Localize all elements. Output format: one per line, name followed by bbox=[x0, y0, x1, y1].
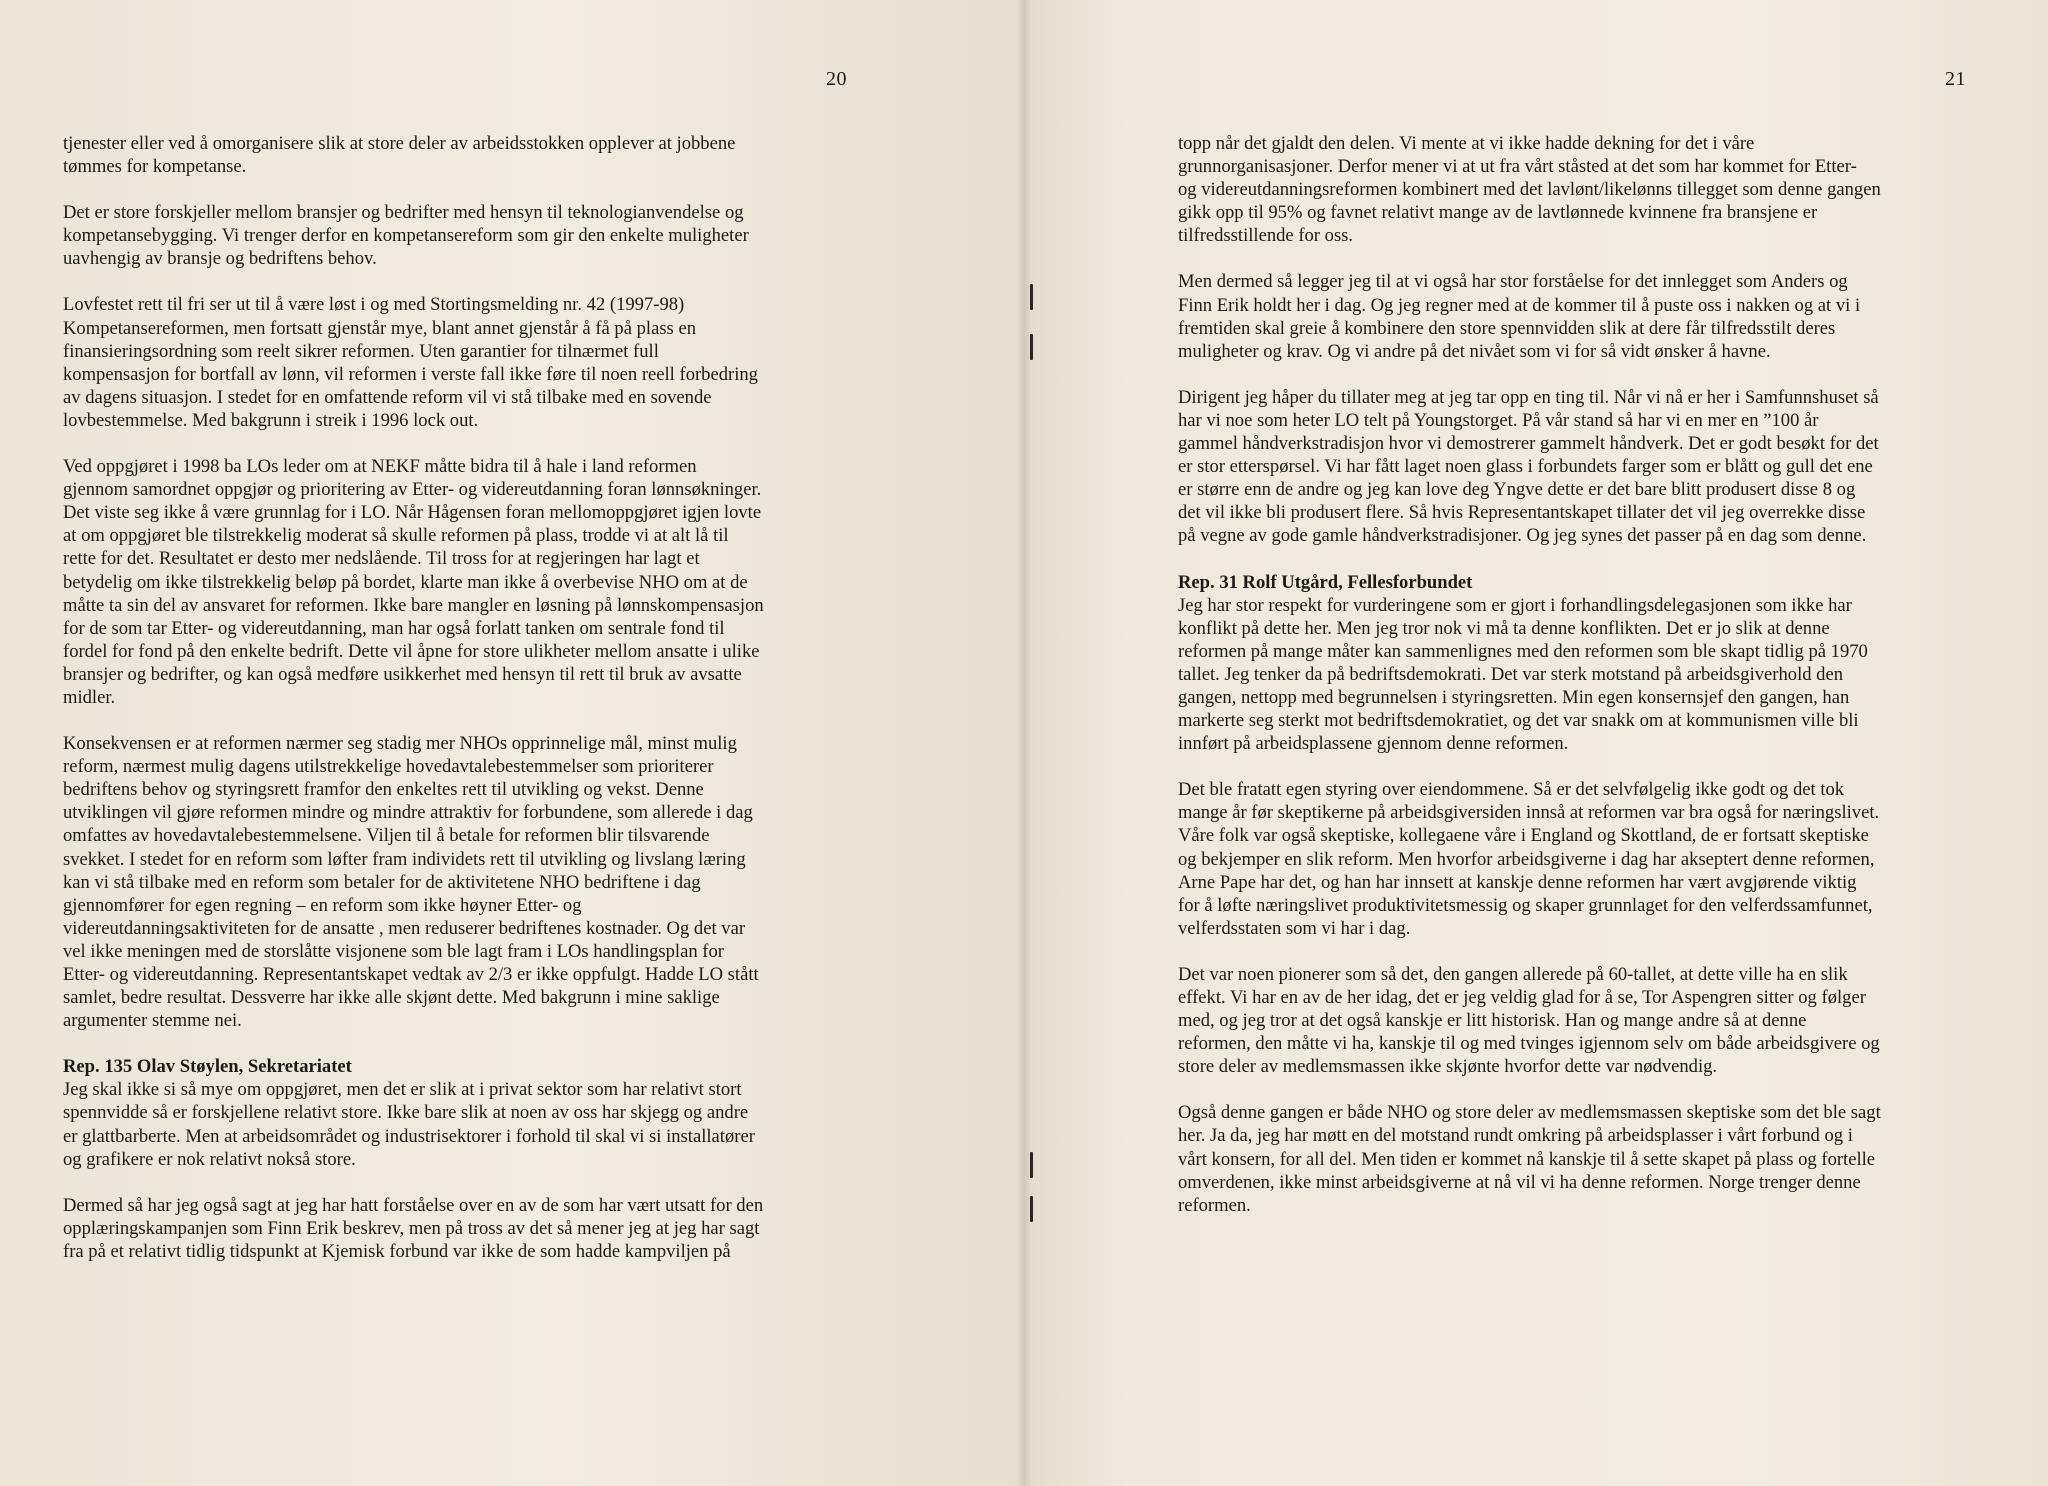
text-line: konflikt på dette her. Men jeg tror nok vi må ta denne konflikten. Det er jo slik at denne bbox=[1178, 617, 1830, 639]
text-line: Det er store forskjeller mellom bransjer og bedrifter med hensyn til teknologianvendelse og bbox=[63, 202, 744, 224]
text-line: Konsekvensen er at reformen nærmer seg stadig mer NHOs opprinnelige mål, minst mulig bbox=[63, 733, 737, 755]
text-line: Arne Pape har det, og han har innsett at kanskje denne reformen har vært avgjørende viktig bbox=[1178, 871, 1857, 893]
text-line: Ved oppgjøret i 1998 ba LOs leder om at NEKF måtte bidra til å hale i land reformen bbox=[63, 456, 697, 478]
text-line: Det ble fratatt egen styring over eiendommene. Så er det selvfølgelig ikke godt og det tok bbox=[1178, 779, 1845, 801]
text-line: Dermed så har jeg også sagt at jeg har hatt forståelse over en av de som har vært utsatt for den bbox=[63, 1194, 764, 1216]
scan-mark bbox=[1030, 334, 1033, 360]
text-line: Dirigent jeg håper du tillater meg at jeg tar opp en ting til. Når vi nå er her i Samfunnshuset så bbox=[1178, 386, 1879, 408]
text-line: svekket. I stedet for en reform som løfter fram individets rett til utvikling og livslang læring bbox=[63, 848, 746, 870]
text-line: Lovfestet rett til fri ser ut til å være løst i og med Stortingsmelding nr. 42 (1997-98) bbox=[63, 294, 685, 316]
paragraph bbox=[1178, 778, 1978, 940]
text-line: og videreutdanningsreformen kombinert med det lavlønt/likelønns tillegget som denne gangen bbox=[1178, 179, 1881, 201]
scan-mark bbox=[1030, 1152, 1033, 1178]
text-line: er stor etterspørsel. Vi har fått laget noen glass i forbundets farger som er blått og gull det ene bbox=[1178, 456, 1873, 478]
page-number: 21 bbox=[1945, 68, 1966, 90]
speaker-heading: Rep. 135 Olav Støylen, Sekretariatet bbox=[63, 1056, 352, 1078]
text-line: reformen på mange måter kan sammenlignes med den reformen som ble skapt tidlig på 1970 bbox=[1178, 640, 1868, 662]
text-line: grunnorganisasjoner. Derfor mener vi at ut fra vårt ståsted at det som har kommet for Etter- bbox=[1178, 156, 1857, 178]
paragraph bbox=[1178, 963, 1978, 1078]
text-line: omfattes av hovedavtalebestemmelsene. Viljen til å betale for reformen blir tilsvarende bbox=[63, 825, 710, 847]
paragraph bbox=[63, 1194, 863, 1263]
text-line: bransjer og bedrifter, og kan også medføre usikkerhet med hensyn til rett til bruk av avsatte bbox=[63, 663, 742, 685]
text-line: tilfredsstillende for oss. bbox=[1178, 225, 1354, 247]
text-line: spennvidde så er forskjellene relativt store. Ikke bare slik at noen av oss har skjegg og andre bbox=[63, 1102, 749, 1124]
paragraph bbox=[1178, 270, 1978, 362]
text-line: er glattbarberte. Men at arbeidsområdet og industrisektorer i forhold til skal vi si installatører bbox=[63, 1125, 755, 1147]
text-line: og grafikere er nok relativt nokså store. bbox=[63, 1148, 356, 1170]
text-line: reform, nærmest mulig dagens utilstrekkelige hovedavtalebestemmelser som prioriterer bbox=[63, 756, 714, 778]
text-line: for de som tar Etter- og videreutdanning, man har også forlatt tanken om sentrale fond til bbox=[63, 617, 725, 639]
text-line: Våre folk var også skeptiske, kollegaene våre i England og Skottland, de er fortsatt skeptiske bbox=[1178, 825, 1869, 847]
text-line: Etter- og videreutdanning. Representantskapet vedtak av 2/3 er ikke oppfulgt. Hadde LO stått bbox=[63, 964, 759, 985]
text-line: utviklingen vil gjøre reformen mindre og mindre attraktiv for forbundene, som allerede i dag bbox=[63, 802, 753, 824]
text-line: samlet, bedre resultat. Dessverre har ikke alle skjønt dette. Med bakgrunn i mine saklige bbox=[63, 987, 720, 1009]
text-line: fremtiden skal greie å kombinere den store spennvidden slik at dere får tilfredsstilt deres bbox=[1178, 317, 1836, 339]
text-line: her. Ja da, jeg har møtt en del motstand rundt omkring på arbeidsplasser i vårt forbund og i bbox=[1178, 1125, 1853, 1147]
paragraph bbox=[1178, 1101, 1978, 1216]
scan-mark bbox=[1030, 284, 1033, 310]
text-line: at om oppgjøret ble tilstrekkelig moderat så skulle reformen på plass, trodde vi at alt lå til bbox=[63, 525, 729, 547]
text-line: på vegne av gode gamle håndverkstradisjoner. Og jeg synes det passer på en dag som denne. bbox=[1178, 525, 1867, 547]
book-gutter bbox=[1016, 0, 1032, 1486]
text-line: fordel for fond på den enkelte bedrift. Dette vil åpne for store ulikheter mellom ansatte i ulike bbox=[63, 640, 760, 662]
text-line: gangen, nettopp med begrunnelsen i styringsretten. Min egen konsernsjef den gangen, han bbox=[1178, 686, 1850, 708]
text-line: kan vi stå tilbake med en reform som betaler for de aktivitetene NHO bedriftene i dag bbox=[63, 871, 701, 893]
text-line: uavhengig av bransje og bedriftens behov. bbox=[63, 248, 377, 270]
speaker-heading: Rep. 31 Rolf Utgård, Fellesforbundet bbox=[1178, 571, 1473, 593]
text-line: opplæringskampanjen som Finn Erik beskrev, men på tross av det så mener jeg at jeg har sagt bbox=[63, 1217, 760, 1239]
text-line: vel ikke meningen med de storslåtte visjonene som ble lagt fram i LOs handlingsplan for bbox=[63, 940, 724, 962]
text-line: gammel håndverkstradisjon hvor vi demostrerer gammelt håndverk. Det er godt besøkt for det bbox=[1178, 433, 1879, 455]
speaker-section bbox=[1178, 571, 1978, 756]
text-line: gjennom samordnet oppgjør og prioritering av Etter- og videreutdanning foran lønnsøkninger. bbox=[63, 479, 762, 501]
text-line: har vi noe som heter LO telt på Youngstorget. På vår stand så har vi en mer en ”100 år bbox=[1178, 409, 1819, 431]
text-line: er større enn de andre og jeg kan love deg Yngve dette er det bare blitt produsert disse 8 og bbox=[1178, 479, 1856, 501]
text-line: det vil ikke bli produsert flere. Så hvis Representantskapet tillater det vil jeg overrekke disse bbox=[1178, 502, 1866, 524]
text-line: Finn Erik holdt her i dag. Og jeg regner med at de kommer til å puste oss i nakken og at vi i bbox=[1178, 294, 1861, 316]
page-body bbox=[63, 132, 863, 1286]
text-line: vårt konsern, for all del. Men tiden er kommet nå kanskje til å sette skapet på plass og fortelle bbox=[1178, 1148, 1876, 1170]
text-line: av dagens situasjon. I stedet for en omfattende reform vil vi stå tilbake med en sovende bbox=[63, 386, 712, 408]
text-line: tjenester eller ved å omorganisere slik at store deler av arbeidsstokken opplever at jobbene bbox=[63, 133, 736, 154]
text-line: for å løfte næringslivet produktivitetsmessig og skaper grunnlaget for den velferdssamfunnet, bbox=[1178, 894, 1873, 916]
paragraph bbox=[63, 293, 863, 432]
text-line: måtte ta sin del av ansvaret for reformen. Ikke bare mangler en løsning på lønnskompensasjon bbox=[63, 594, 764, 616]
paragraph bbox=[63, 132, 863, 178]
text-line: Men dermed så legger jeg til at vi også har stor forståelse for det innlegget som Anders og bbox=[1178, 271, 1848, 293]
text-line: mange år før skeptikerne på arbeidsgiversiden innså at reformen var bra også for næringslivet. bbox=[1178, 802, 1880, 824]
paragraph bbox=[1178, 386, 1978, 548]
paragraph bbox=[63, 455, 863, 709]
text-line: videreutdanningsaktiviteten for de ansatte , men reduserer bedriftenes kostnader. Og det var bbox=[63, 917, 746, 939]
text-line: argumenter stemme nei. bbox=[63, 1010, 242, 1032]
text-line: lovbestemmelse. Med bakgrunn i streik i 1996 lock out. bbox=[63, 409, 479, 431]
text-line: fra på et relativt tidlig tidspunkt at Kjemisk forbund var ikke de som hadde kampviljen på bbox=[63, 1240, 731, 1262]
paragraph bbox=[63, 732, 863, 1032]
text-line: gikk opp til 95% og favnet relativt mange av de lavtlønnede kvinnene fra bransjene er bbox=[1178, 202, 1818, 224]
text-line: kompensasjon for bortfall av lønn, vil reformen i verste fall ikke føre til noen reell forbedring bbox=[63, 363, 758, 385]
text-line: Jeg skal ikke si så mye om oppgjøret, men det er slik at i privat sektor som har relativt stort bbox=[63, 1079, 742, 1101]
text-line: topp når det gjaldt den delen. Vi mente at vi ikke hadde dekning for det i våre bbox=[1178, 133, 1755, 154]
right-page bbox=[1024, 0, 2048, 1486]
paragraph bbox=[1178, 132, 1978, 247]
text-line: Kompetansereformen, men fortsatt gjenstår mye, blant annet gjenstår å få på plass en bbox=[63, 317, 696, 339]
page-number: 20 bbox=[826, 68, 847, 90]
text-line: betydelig om ikke tilstrekkelig beløp på bordet, klarte man ikke å overbevise NHO om at de bbox=[63, 571, 748, 593]
speaker-section bbox=[63, 1055, 863, 1170]
text-line: Også denne gangen er både NHO og store deler av medlemsmassen skeptiske som det ble sagt bbox=[1178, 1102, 1881, 1124]
text-line: effekt. Vi har en av de her idag, det er jeg veldig glad for å se, Tor Aspengren sitter og følger bbox=[1178, 987, 1866, 1008]
text-line: med, og jeg tror at det også kanskje er litt historisk. Han og mange andre så at denne bbox=[1178, 1010, 1807, 1032]
text-line: store deler av medlemsmassen ikke skjønte hvorfor dette var nødvendig. bbox=[1178, 1056, 1718, 1078]
text-line: reformen. bbox=[1178, 1194, 1251, 1216]
text-line: markerte seg sterkt mot bedriftsdemokratiet, og det var snakk om at kommunismen ville bli bbox=[1178, 710, 1859, 732]
text-line: kompetansebygging. Vi trenger derfor en kompetansereform som gir den enkelte muligheter bbox=[63, 225, 749, 247]
paragraph bbox=[63, 201, 863, 270]
text-line: finansieringsordning som reelt sikrer reformen. Uten garantier for tilnærmet full bbox=[63, 340, 659, 362]
text-line: innført på arbeidsplassene gjennom denne reformen. bbox=[1178, 733, 1569, 755]
page-body bbox=[1178, 132, 1978, 1240]
text-line: Det var noen pionerer som så det, den gangen allerede på 60-tallet, at dette ville ha en slik bbox=[1178, 963, 1848, 985]
text-line: tømmes for kompetanse. bbox=[63, 156, 247, 178]
text-line: muligheter og krav. Og vi andre på det nivået som vi for så vidt ønsker å havne. bbox=[1178, 340, 1771, 362]
text-line: Jeg har stor respekt for vurderingene som er gjort i forhandlingsdelegasjonen som ikke har bbox=[1178, 594, 1852, 616]
text-line: Det viste seg ikke å være grunnlag for i LO. Når Hågensen foran mellomoppgjøret igjen lovte bbox=[63, 502, 762, 524]
text-line: bedriftens behov og styringsrett framfor den enkeltes rett til utvikling og vekst. Denne bbox=[63, 779, 704, 801]
scan-mark bbox=[1030, 1196, 1033, 1222]
text-line: gjennomfører for egen regning – en reform som ikke høyner Etter- og bbox=[63, 894, 582, 916]
text-line: omverdenen, ikke minst arbeidsgiverne at nå vil vi ha denne reformen. Norge trenger denne bbox=[1178, 1171, 1861, 1193]
text-line: tallet. Jeg tenker da på bedriftsdemokrati. Det var sterk motstand på arbeidsgiverhold den bbox=[1178, 663, 1844, 685]
text-line: reformen, den måtte vi ha, kanskje til og med tvinges igjennom selv om både arbeidsgivere og bbox=[1178, 1033, 1880, 1055]
text-line: rette for det. Resultatet er desto mer nedslående. Til tross for at regjeringen har lagt et bbox=[63, 548, 700, 570]
text-line: og bekjemper en slik reform. Men hvorfor arbeidsgiverne i dag har akseptert denne reformen, bbox=[1178, 848, 1875, 870]
text-line: velferdsstaten som vi har i dag. bbox=[1178, 917, 1411, 939]
text-line: midler. bbox=[63, 686, 116, 708]
